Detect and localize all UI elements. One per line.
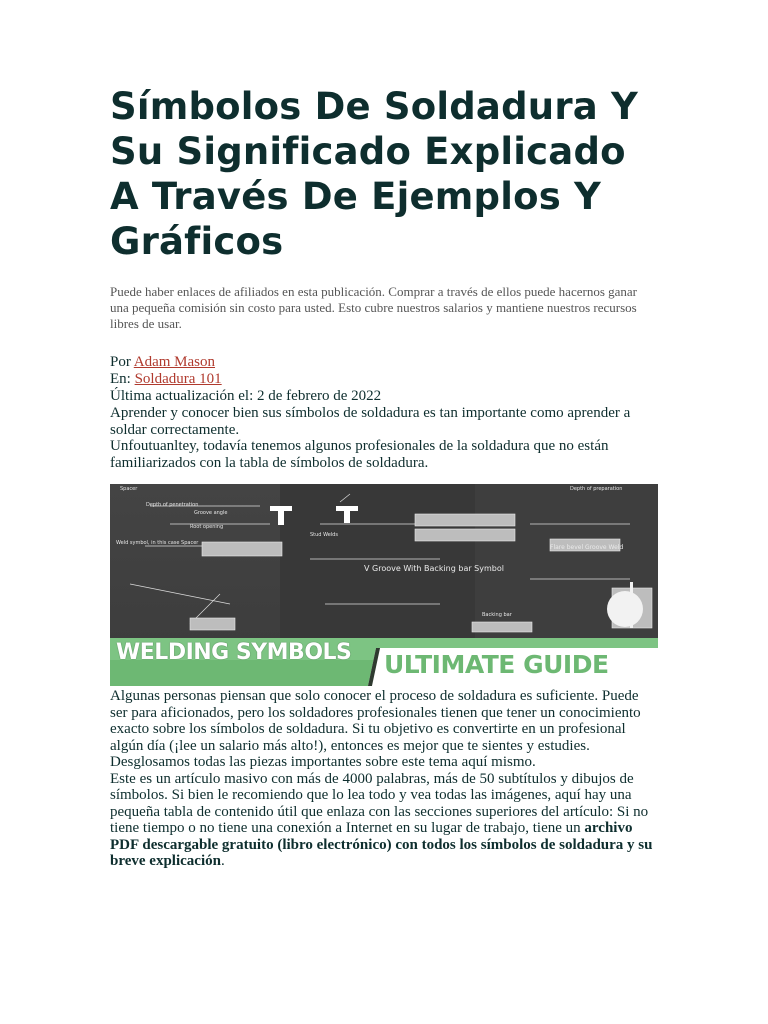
pdf-download-text: archivo PDF descargable gratuito (libro electrónico) con todos los símbolos de soldadura y su breve explicación: [110, 820, 653, 869]
category-link[interactable]: Soldadura 101: [134, 371, 222, 387]
label-backing-bar: Backing bar: [482, 612, 512, 618]
label-spacer: Spacer: [120, 486, 138, 492]
paragraph-4-end: .: [220, 853, 225, 869]
page-title: Símbolos De Soldadura Y Su Significado Explicado A Través De Ejemplos Y Gráficos: [110, 85, 639, 263]
label-depth-pen: Depth of penetration: [146, 502, 199, 508]
updated-date: Última actualización el: 2 de febrero de 2022: [110, 388, 382, 404]
label-flare-bevel: Flare bevel Groove Weld: [550, 544, 624, 551]
paragraph-4-start: Este es un artículo masivo con más de 4000 palabras, más de 50 subtítulos y dibujos de símbolos. Si bien le recomiendo que lo lea todo y vea todas las imágenes, aquí hay una pequeña tabla de contenido útil que enlaza con las secciones superiores del artículo: Si no tiene tiempo o no tiene una conexión a Internet en su lugar de trabajo, tiene un: [110, 770, 649, 836]
welding-symbols-banner: [110, 484, 658, 686]
author-prefix: Por: [110, 354, 134, 370]
label-depth-prep: Depth of preparation: [570, 486, 623, 492]
label-groove-angle: Groove angle: [194, 510, 228, 516]
paragraph-3: Algunas personas piensan que solo conocer el proceso de soldadura es suficiente. Puede ser para aficionados, pero los soldadores profesionales tienen que tener un conocimiento exacto sobre los símbolos de soldadura. Si tu objetivo es convertirte en un profesional algún día (¡lee un salario más alto!), entonces es mejor que te sientes y estudies. Desglosamos todas las piezas importantes sobre este tema aquí mismo.: [110, 688, 641, 770]
label-stud-welds: Stud Welds: [310, 532, 338, 538]
intro-paragraph: Aprender y conocer bien sus símbolos de soldadura es tan importante como aprender a soldar correctamente.: [110, 405, 631, 438]
affiliate-disclaimer: Puede haber enlaces de afiliados en esta publicación. Comprar a través de ellos puede hacernos ganar una pequeña comisión sin costo para usted. Esto cubre nuestros salarios y mantiene nuestros recursos libres de usar.: [110, 284, 638, 331]
author-line: [110, 354, 658, 371]
banner-title-line2: ULTIMATE GUIDE: [384, 650, 609, 679]
label-root-opening: Root opening: [190, 524, 224, 530]
paragraph-2: Unfoutuanltey, todavía tenemos algunos profesionales de la soldadura que no están familiarizados con la tabla de símbolos de soldadura.: [110, 438, 609, 471]
banner-subheading: V Groove With Backing bar Symbol: [364, 564, 504, 573]
paragraph-4: [110, 771, 658, 870]
category-line: [110, 371, 658, 388]
author-link[interactable]: Adam Mason: [133, 354, 216, 370]
banner-title-line1: WELDING SYMBOLS: [116, 640, 352, 665]
label-weld-symbol: Weld symbol, in this case Spacer: [116, 540, 199, 546]
category-prefix: En:: [110, 371, 135, 387]
byline: [110, 354, 658, 438]
article: [110, 84, 658, 870]
